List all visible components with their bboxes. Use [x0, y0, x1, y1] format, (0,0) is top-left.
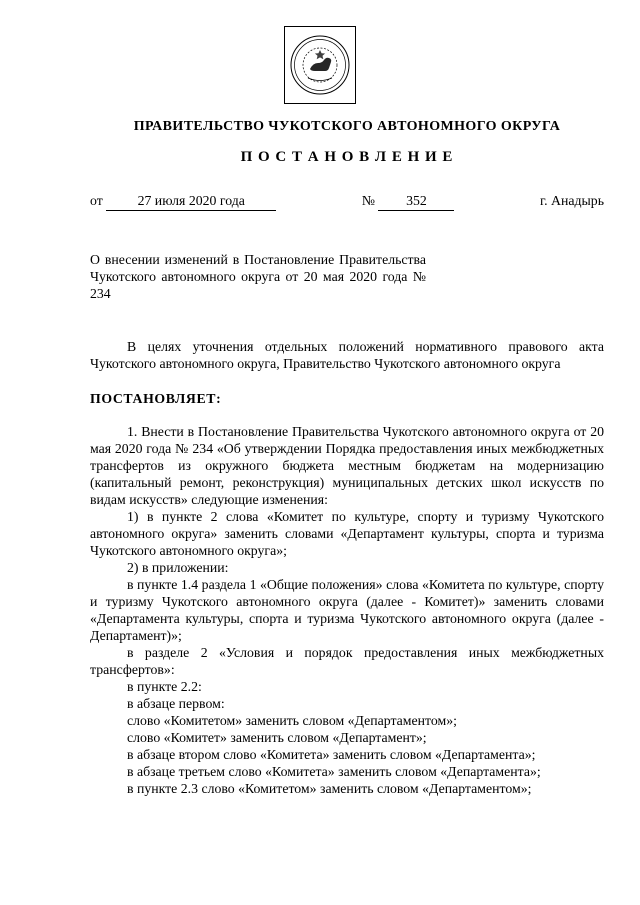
body-paragraph: 1. Внести в Постановление Правительства Чукотского автономного округа от 20 мая 2020 года № 234 «Об утверждении Порядка предоставления иных межбюджетных трансфертов из окружного бюджета местным бюджетам на модернизацию (капитальный ремонт, реконструкция) муниципальных детских школ искусств по видам искусств» следующие изменения:: [90, 424, 604, 507]
body-paragraph: в разделе 2 «Условия и порядок предоставления иных межбюджетных трансфертов»:: [90, 645, 604, 677]
doc-number: [362, 192, 455, 211]
body-paragraph: слово «Комитет» заменить словом «Департамент»;: [127, 730, 427, 745]
doc-preamble: В целях уточнения отдельных положений нормативного правового акта Чукотского автономного округа, Правительство Чукотского автономного округа: [90, 339, 604, 371]
doc-type-title: П О С Т А Н О В Л Е Н И Е: [240, 149, 454, 165]
date-value: 27 июля 2020 года: [106, 192, 276, 211]
doc-date: [90, 192, 276, 211]
body-paragraph: в пункте 1.4 раздела 1 «Общие положения» слова «Комитета по культуре, спорту и туризму Чукотского автономного округа (далее - Комитет)» заменить словами «Департамента культуры, спорта и туризма Чукотского автономного округа (далее - Департамент)»;: [90, 577, 604, 643]
body-paragraph: в пункте 2.2:: [127, 679, 202, 694]
body-paragraph: 1) в пункте 2 слова «Комитет по культуре, спорту и туризму Чукотского автономного округа» заменить словами «Департамент культуры, спорта и туризма Чукотского автономного округа»;: [90, 509, 604, 558]
doc-subject: О внесении изменений в Постановление Правительства Чукотского автономного округа от 20 мая 2020 года № 234: [90, 252, 426, 301]
doc-body: [90, 423, 604, 797]
doc-meta-row: [90, 192, 604, 211]
number-prefix: №: [361, 193, 375, 208]
body-paragraph: в абзаце первом:: [127, 696, 225, 711]
body-paragraph: в абзаце втором слово «Комитета» заменить словом «Департамента»;: [127, 747, 536, 762]
body-paragraph: 2) в приложении:: [127, 560, 229, 575]
body-paragraph: в абзаце третьем слово «Комитета» заменить словом «Департамента»;: [127, 764, 541, 779]
date-prefix: от: [90, 193, 103, 208]
body-paragraph: слово «Комитетом» заменить словом «Департаментом»;: [127, 713, 457, 728]
doc-place: г. Анадырь: [540, 193, 604, 208]
resolves-heading: ПОСТАНОВЛЯЕТ:: [90, 391, 222, 406]
org-name: ПРАВИТЕЛЬСТВО ЧУКОТСКОГО АВТОНОМНОГО ОКРУГА: [133, 119, 561, 134]
chukotka-coat-of-arms-icon: [284, 26, 356, 104]
body-paragraph: в пункте 2.3 слово «Комитетом» заменить словом «Департаментом»;: [127, 781, 532, 796]
number-value: 352: [378, 192, 454, 211]
